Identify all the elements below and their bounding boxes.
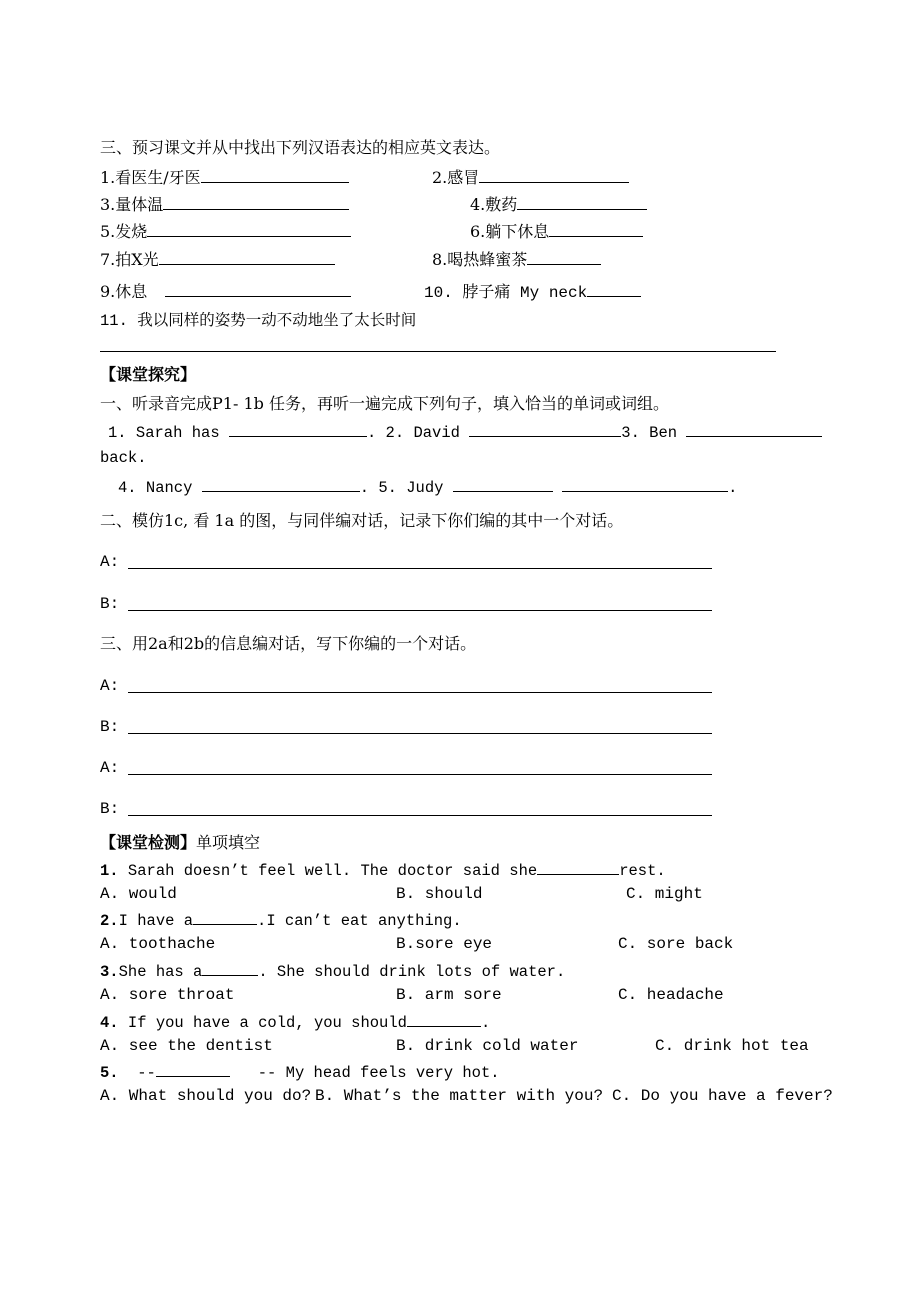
preview-item-10: 10. 脖子痛 My neck — [424, 281, 641, 303]
explore-part3-instruction: 三、用2a和2b的信息编对话，写下你编的一个对话。 — [100, 634, 477, 653]
dialog3-b2-line[interactable] — [128, 815, 712, 816]
dialog3-a2-label: A: — [100, 759, 120, 777]
preview-item-4: 4.敷药 — [470, 194, 647, 215]
option-b[interactable]: B. drink cold water — [396, 1037, 579, 1055]
preview-item-9: 9.休息 — [100, 281, 351, 302]
dialog3-b1-label: B: — [100, 718, 120, 736]
option-b[interactable]: B.sore eye — [396, 935, 493, 953]
dialog-b-label: B: — [100, 595, 120, 613]
option-c[interactable]: C. might — [626, 885, 703, 903]
answer-blank[interactable] — [159, 249, 335, 265]
answer-blank[interactable] — [587, 281, 641, 297]
test-question-1: 1. Sarah doesn’t feel well. The doctor said she rest. — [100, 859, 666, 881]
dialog3-a2-line[interactable] — [128, 774, 712, 775]
answer-blank[interactable] — [165, 281, 351, 297]
dialog-a-label: A: — [100, 553, 120, 571]
answer-line-11[interactable] — [100, 351, 776, 352]
option-b[interactable]: B. should — [396, 885, 483, 903]
test-question-3: 3.She has a . She should drink lots of water. — [100, 960, 565, 982]
answer-blank[interactable] — [562, 476, 728, 492]
preview-item-7: 7.拍X光 — [100, 249, 335, 270]
option-a[interactable]: A. What should you do? — [100, 1087, 312, 1105]
explore-part2-instruction: 二、模仿1c, 看 1a 的图，与同伴编对话，记录下你们编的其中一个对话。 — [100, 511, 624, 530]
preview-item-5: 5.发烧 — [100, 221, 351, 242]
answer-blank[interactable] — [537, 859, 619, 875]
dialog3-b2-label: B: — [100, 800, 120, 818]
dialog3-a1-label: A: — [100, 677, 120, 695]
answer-blank[interactable] — [202, 960, 258, 976]
preview-item-8: 8.喝热蜂蜜茶 — [432, 249, 601, 270]
test-question-4: 4. If you have a cold, you should . — [100, 1011, 490, 1033]
option-c[interactable]: C. drink hot tea — [655, 1037, 809, 1055]
preview-item-3: 3.量体温 — [100, 194, 349, 215]
option-a[interactable]: A. toothache — [100, 935, 216, 953]
option-b[interactable]: B. What’s the matter with you? — [315, 1087, 604, 1105]
option-b[interactable]: B. arm sore — [396, 986, 502, 1004]
answer-blank[interactable] — [156, 1061, 230, 1077]
explore-part1-line1-end: back. — [100, 449, 147, 467]
option-a[interactable]: A. sore throat — [100, 986, 235, 1004]
explore-part1-line1: 1. Sarah has . 2. David 3. Ben — [108, 421, 822, 443]
answer-blank[interactable] — [686, 421, 822, 437]
answer-blank[interactable] — [147, 221, 351, 237]
answer-blank[interactable] — [407, 1011, 481, 1027]
test-question-5: 5. -- -- My head feels very hot. — [100, 1061, 500, 1083]
answer-blank[interactable] — [479, 167, 629, 183]
option-a[interactable]: A. see the dentist — [100, 1037, 273, 1055]
answer-blank[interactable] — [163, 194, 349, 210]
answer-blank[interactable] — [193, 909, 257, 925]
answer-blank[interactable] — [549, 221, 643, 237]
answer-blank[interactable] — [201, 167, 349, 183]
dialog-a-line[interactable] — [128, 568, 712, 569]
option-a[interactable]: A. would — [100, 885, 177, 903]
test-heading: 【课堂检测】单项填空 — [100, 833, 261, 852]
option-c[interactable]: C. headache — [618, 986, 724, 1004]
answer-blank[interactable] — [469, 421, 621, 437]
preview-item-6: 6.躺下休息 — [470, 221, 643, 242]
answer-blank[interactable] — [527, 249, 601, 265]
dialog3-a1-line[interactable] — [128, 692, 712, 693]
preview-item-2: 2.感冒 — [432, 167, 629, 188]
explore-part1-instruction: 一、听录音完成P1- 1b 任务，再听一遍完成下列句子，填入恰当的单词或词组。 — [100, 394, 669, 413]
answer-blank[interactable] — [453, 476, 553, 492]
explore-part1-line2: 4. Nancy . 5. Judy . — [118, 476, 737, 498]
answer-blank[interactable] — [202, 476, 360, 492]
answer-blank[interactable] — [517, 194, 647, 210]
preview-heading: 三、预习课文并从中找出下列汉语表达的相应英文表达。 — [100, 138, 501, 157]
option-c[interactable]: C. Do you have a fever? — [612, 1087, 833, 1105]
dialog-b-line[interactable] — [128, 610, 712, 611]
explore-heading: 【课堂探究】 — [100, 365, 197, 384]
dialog3-b1-line[interactable] — [128, 733, 712, 734]
test-question-2: 2.I have a .I can’t eat anything. — [100, 909, 462, 931]
preview-item-11: 11. 我以同样的姿势一动不动地坐了太长时间 — [100, 312, 417, 330]
answer-blank[interactable] — [229, 421, 367, 437]
preview-item-1: 1.看医生/牙医 — [100, 167, 349, 188]
option-c[interactable]: C. sore back — [618, 935, 734, 953]
